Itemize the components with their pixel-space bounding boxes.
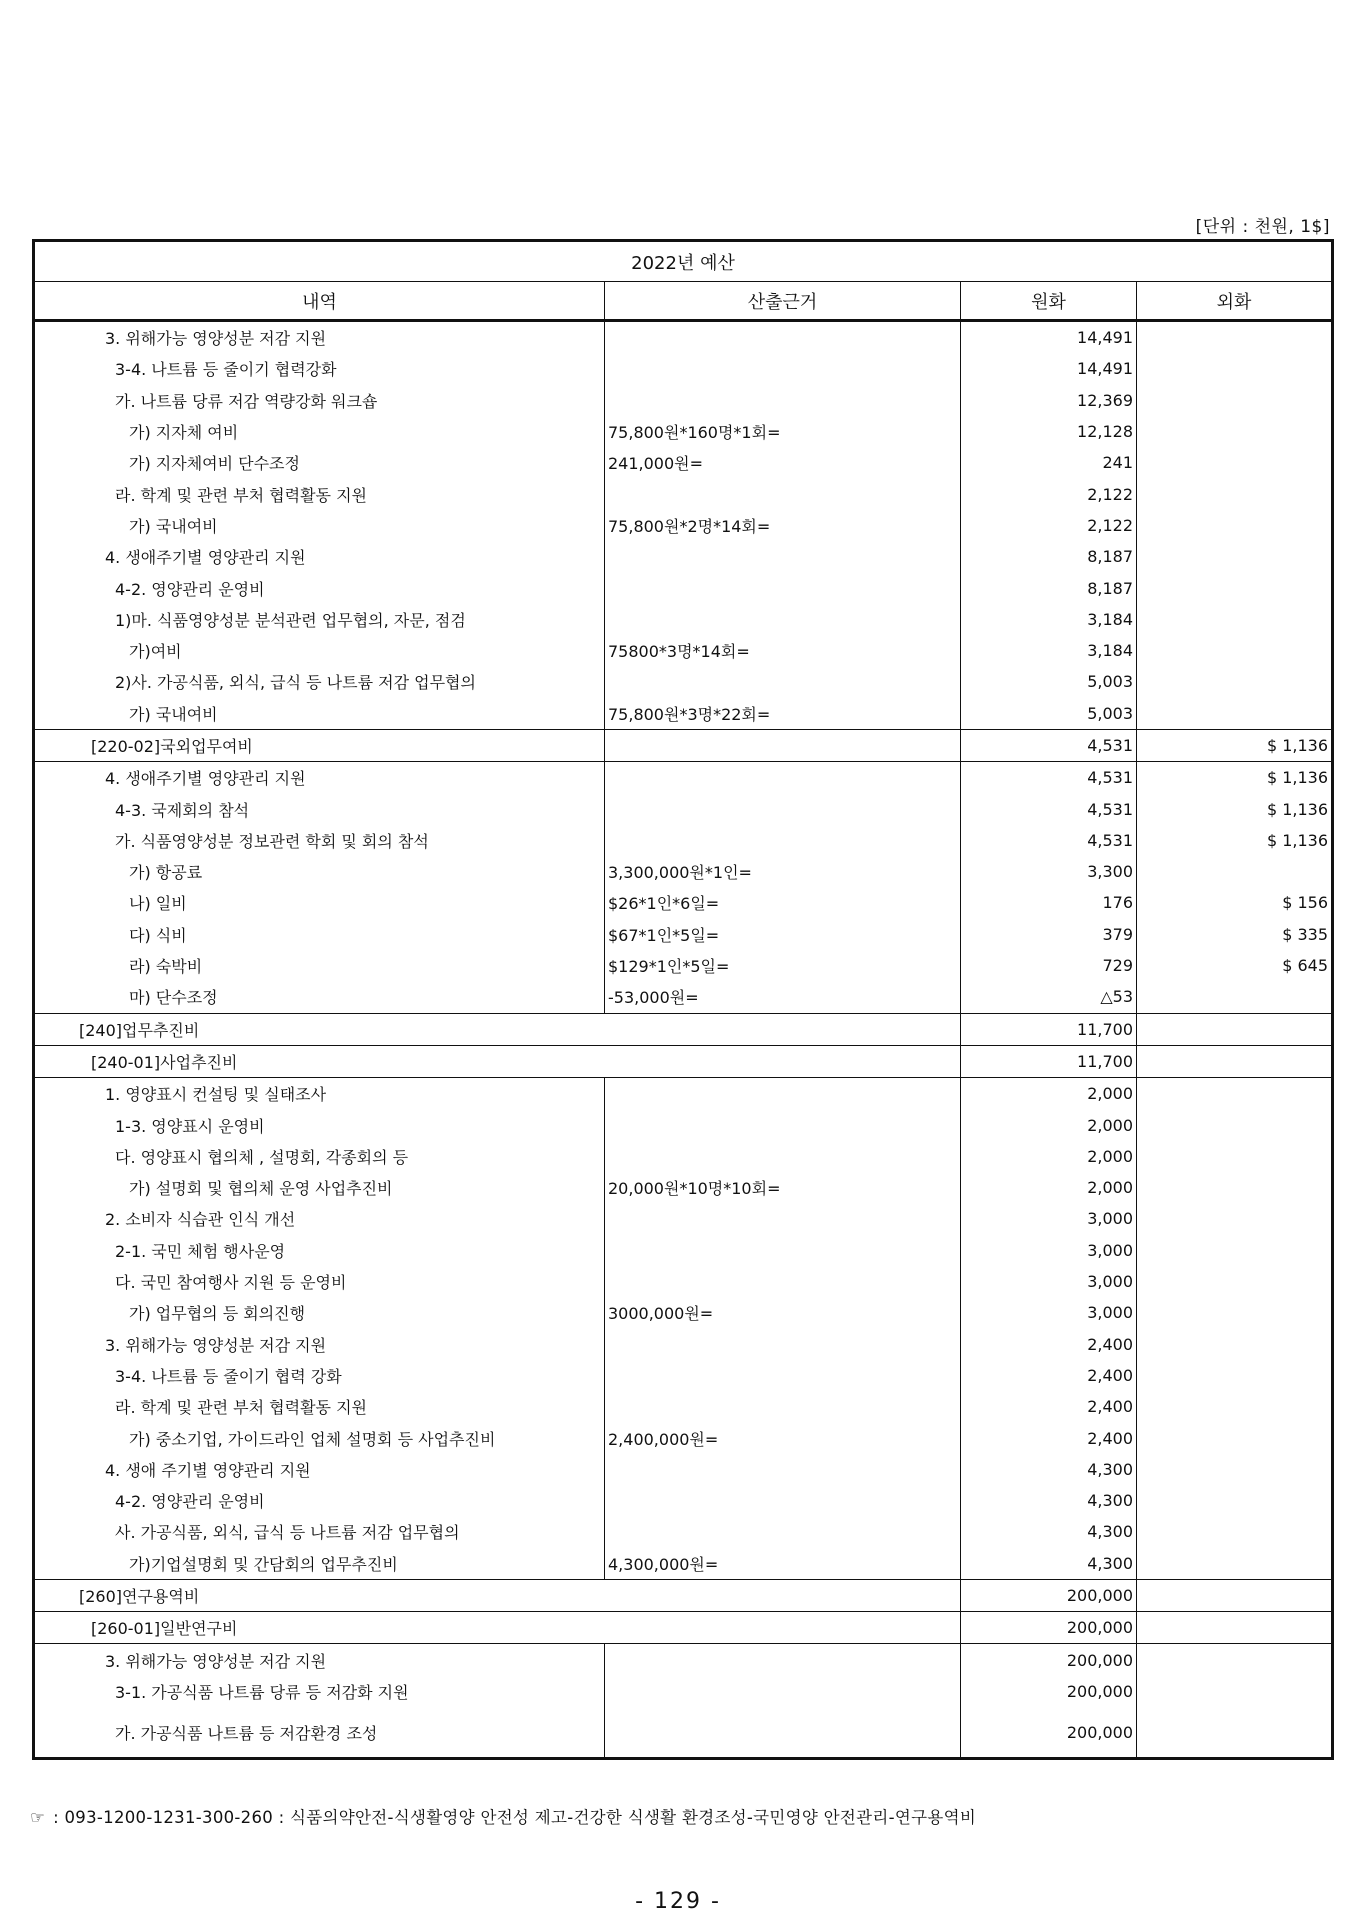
amount-krw: 5,003 (961, 698, 1137, 730)
amount-krw: 4,300 (961, 1454, 1137, 1485)
table-row (34, 1203, 1333, 1234)
item-name: 가) 지자체 여비 (34, 416, 605, 447)
item-name: 가. 나트륨 당류 저감 역량강화 워크숍 (34, 385, 605, 416)
amount-foreign (1137, 1013, 1333, 1045)
table-row (34, 353, 1333, 384)
amount-foreign (1137, 447, 1333, 478)
amount-foreign: $ 645 (1137, 950, 1333, 981)
pointing-hand-icon: ☞ (30, 1808, 46, 1827)
amount-foreign (1137, 1454, 1333, 1485)
table-row (34, 510, 1333, 541)
table-row (34, 1045, 1333, 1077)
calculation-basis (605, 1707, 961, 1759)
table-row (34, 1454, 1333, 1485)
table-row (34, 1235, 1333, 1266)
amount-foreign: $ 1,136 (1137, 825, 1333, 856)
amount-foreign (1137, 321, 1333, 354)
amount-krw: 12,369 (961, 385, 1137, 416)
table-row (34, 1516, 1333, 1547)
item-name: 가) 중소기업, 가이드라인 업체 설명회 등 사업추진비 (34, 1422, 605, 1453)
amount-krw: 729 (961, 950, 1137, 981)
table-row (34, 1266, 1333, 1297)
column-header-krw: 원화 (961, 282, 1137, 321)
amount-foreign (1137, 1266, 1333, 1297)
amount-krw: 2,122 (961, 478, 1137, 509)
amount-krw: 200,000 (961, 1707, 1137, 1759)
amount-foreign (1137, 666, 1333, 697)
table-row (34, 981, 1333, 1013)
amount-foreign (1137, 1109, 1333, 1140)
calculation-basis: $26*1인*6일= (605, 887, 961, 918)
table-row (34, 666, 1333, 697)
amount-krw: 4,531 (961, 793, 1137, 824)
calculation-basis (605, 729, 961, 761)
table-row (34, 698, 1333, 730)
budget-table (32, 239, 1334, 1760)
amount-foreign (1137, 1078, 1333, 1110)
amount-foreign (1137, 856, 1333, 887)
table-title: 2022년 예산 (34, 241, 1333, 282)
unit-note: [단위 : 천원, 1$] (1195, 217, 1330, 237)
amount-krw: 2,400 (961, 1391, 1137, 1422)
amount-foreign (1137, 1045, 1333, 1077)
table-row (34, 856, 1333, 887)
table-row (34, 478, 1333, 509)
amount-foreign (1137, 1612, 1333, 1644)
amount-krw: 11,700 (961, 1045, 1137, 1077)
calculation-basis: 75,800원*3명*22회= (605, 698, 961, 730)
calculation-basis (605, 762, 961, 794)
amount-krw: 4,531 (961, 825, 1137, 856)
amount-krw: 2,000 (961, 1078, 1137, 1110)
amount-krw: 2,400 (961, 1360, 1137, 1391)
amount-foreign: $ 1,136 (1137, 762, 1333, 794)
item-name: [240]업무추진비 (34, 1013, 961, 1045)
item-name: [240-01]사업추진비 (34, 1045, 961, 1077)
calculation-basis (605, 1329, 961, 1360)
amount-krw: 4,300 (961, 1485, 1137, 1516)
item-name: 가. 가공식품 나트륨 등 저감환경 조성 (34, 1707, 605, 1759)
calculation-basis: 20,000원*10명*10회= (605, 1172, 961, 1203)
amount-krw: 14,491 (961, 353, 1137, 384)
item-name: 가) 지자체여비 단수조정 (34, 447, 605, 478)
calculation-basis (605, 1516, 961, 1547)
table-row (34, 1109, 1333, 1140)
table-row (34, 887, 1333, 918)
item-name: 라. 학계 및 관련 부처 협력활동 지원 (34, 478, 605, 509)
item-name: 사. 가공식품, 외식, 급식 등 나트륨 저감 업무협의 (34, 1516, 605, 1547)
item-name: 가) 설명회 및 협의체 운영 사업추진비 (34, 1172, 605, 1203)
amount-foreign (1137, 1329, 1333, 1360)
calculation-basis (605, 1360, 961, 1391)
item-name: 가)여비 (34, 635, 605, 666)
table-row (34, 1297, 1333, 1328)
column-header-basis: 산출근거 (605, 282, 961, 321)
item-name: 3-4. 나트륨 등 줄이기 협력 강화 (34, 1360, 605, 1391)
calculation-basis: 75,800원*2명*14회= (605, 510, 961, 541)
item-name: [260]연구용역비 (34, 1579, 961, 1611)
calculation-basis (605, 321, 961, 354)
amount-krw: 8,187 (961, 541, 1137, 572)
calculation-basis (605, 353, 961, 384)
table-row (34, 447, 1333, 478)
amount-foreign (1137, 510, 1333, 541)
amount-foreign (1137, 1360, 1333, 1391)
item-name: 4-2. 영양관리 운영비 (34, 1485, 605, 1516)
table-body (34, 321, 1333, 1759)
item-name: 라. 학계 및 관련 부처 협력활동 지원 (34, 1391, 605, 1422)
table-row (34, 541, 1333, 572)
amount-krw: 200,000 (961, 1676, 1137, 1707)
calculation-basis (605, 385, 961, 416)
item-name: 가) 업무협의 등 회의진행 (34, 1297, 605, 1328)
amount-krw: 241 (961, 447, 1137, 478)
amount-krw: 2,400 (961, 1422, 1137, 1453)
amount-foreign (1137, 1644, 1333, 1676)
table-row (34, 793, 1333, 824)
amount-foreign (1137, 1676, 1333, 1707)
amount-krw: 379 (961, 919, 1137, 950)
item-name: 1. 영양표시 컨설팅 및 실태조사 (34, 1078, 605, 1110)
calculation-basis (605, 1266, 961, 1297)
calculation-basis: $67*1인*5일= (605, 919, 961, 950)
amount-krw: 3,000 (961, 1266, 1137, 1297)
table-row (34, 1172, 1333, 1203)
calculation-basis (605, 604, 961, 635)
amount-krw: 14,491 (961, 321, 1137, 354)
amount-foreign (1137, 541, 1333, 572)
table-row (34, 1078, 1333, 1110)
item-name: 2)사. 가공식품, 외식, 급식 등 나트륨 저감 업무협의 (34, 666, 605, 697)
item-name: 2. 소비자 식습관 인식 개선 (34, 1203, 605, 1234)
table-row (34, 1329, 1333, 1360)
table-row (34, 385, 1333, 416)
amount-foreign (1137, 1548, 1333, 1580)
amount-krw: 12,128 (961, 416, 1137, 447)
amount-foreign: $ 335 (1137, 919, 1333, 950)
amount-krw: 176 (961, 887, 1137, 918)
calculation-basis (605, 1141, 961, 1172)
calculation-basis (605, 825, 961, 856)
amount-krw: 8,187 (961, 572, 1137, 603)
calculation-basis (605, 666, 961, 697)
item-name: 다) 식비 (34, 919, 605, 950)
calculation-basis (605, 1644, 961, 1676)
calculation-basis: 3000,000원= (605, 1297, 961, 1328)
amount-krw: 4,300 (961, 1548, 1137, 1580)
table-row (34, 572, 1333, 603)
amount-foreign (1137, 1297, 1333, 1328)
table-row (34, 1644, 1333, 1676)
amount-krw: 3,000 (961, 1297, 1137, 1328)
item-name: 가) 국내여비 (34, 698, 605, 730)
item-name: [260-01]일반연구비 (34, 1612, 961, 1644)
calculation-basis (605, 1391, 961, 1422)
amount-foreign (1137, 572, 1333, 603)
calculation-basis (605, 1676, 961, 1707)
amount-foreign (1137, 478, 1333, 509)
amount-krw: 4,531 (961, 729, 1137, 761)
item-name: 다. 국민 참여행사 지원 등 운영비 (34, 1266, 605, 1297)
table-row (34, 1485, 1333, 1516)
calculation-basis (605, 793, 961, 824)
amount-krw: 2,000 (961, 1172, 1137, 1203)
budget-table-container (32, 239, 1331, 1760)
item-name: 가)기업설명회 및 간담회의 업무추진비 (34, 1548, 605, 1580)
table-row (34, 762, 1333, 794)
item-name: 다. 영양표시 협의체 , 설명회, 각종회의 등 (34, 1141, 605, 1172)
table-row (34, 1013, 1333, 1045)
item-name: [220-02]국외업무여비 (34, 729, 605, 761)
amount-krw: 2,122 (961, 510, 1137, 541)
amount-krw: 11,700 (961, 1013, 1137, 1045)
table-row (34, 1360, 1333, 1391)
page-number: - 129 - (635, 1889, 721, 1914)
table-row (34, 1579, 1333, 1611)
item-name: 3. 위해가능 영양성분 저감 지원 (34, 321, 605, 354)
calculation-basis: -53,000원= (605, 981, 961, 1013)
amount-krw: 200,000 (961, 1579, 1137, 1611)
table-row (34, 1676, 1333, 1707)
calculation-basis: 3,300,000원*1인= (605, 856, 961, 887)
amount-foreign: $ 156 (1137, 887, 1333, 918)
item-name: 가. 식품영양성분 정보관련 학회 및 회의 참석 (34, 825, 605, 856)
amount-foreign (1137, 1579, 1333, 1611)
calculation-basis (605, 1203, 961, 1234)
amount-foreign: $ 1,136 (1137, 793, 1333, 824)
item-name: 1)마. 식품영양성분 분석관련 업무협의, 자문, 점검 (34, 604, 605, 635)
item-name: 마) 단수조정 (34, 981, 605, 1013)
amount-foreign (1137, 604, 1333, 635)
calculation-basis: 4,300,000원= (605, 1548, 961, 1580)
amount-krw: 2,400 (961, 1329, 1137, 1360)
amount-foreign (1137, 1172, 1333, 1203)
table-row (34, 1707, 1333, 1759)
table-row (34, 1612, 1333, 1644)
amount-foreign (1137, 635, 1333, 666)
table-row (34, 919, 1333, 950)
table-row (34, 729, 1333, 761)
item-name: 2-1. 국민 체험 행사운영 (34, 1235, 605, 1266)
table-row (34, 1422, 1333, 1453)
amount-krw: 2,000 (961, 1109, 1137, 1140)
amount-foreign (1137, 1235, 1333, 1266)
amount-foreign (1137, 416, 1333, 447)
amount-krw: 4,531 (961, 762, 1137, 794)
calculation-basis (605, 1454, 961, 1485)
calculation-basis: 75,800원*160명*1회= (605, 416, 961, 447)
amount-krw: 5,003 (961, 666, 1137, 697)
amount-foreign (1137, 1141, 1333, 1172)
item-name: 3. 위해가능 영양성분 저감 지원 (34, 1329, 605, 1360)
amount-foreign (1137, 1707, 1333, 1759)
calculation-basis: 2,400,000원= (605, 1422, 961, 1453)
item-name: 3. 위해가능 영양성분 저감 지원 (34, 1644, 605, 1676)
table-row (34, 950, 1333, 981)
item-name: 4-3. 국제회의 참석 (34, 793, 605, 824)
calculation-basis (605, 1235, 961, 1266)
item-name: 4. 생애주기별 영양관리 지원 (34, 541, 605, 572)
amount-foreign (1137, 981, 1333, 1013)
calculation-basis (605, 478, 961, 509)
item-name: 나) 일비 (34, 887, 605, 918)
item-name: 라) 숙박비 (34, 950, 605, 981)
item-name: 가) 항공료 (34, 856, 605, 887)
table-row (34, 1141, 1333, 1172)
amount-foreign (1137, 698, 1333, 730)
amount-krw: 3,300 (961, 856, 1137, 887)
amount-foreign (1137, 385, 1333, 416)
table-row (34, 604, 1333, 635)
table-row (34, 825, 1333, 856)
table-row (34, 635, 1333, 666)
amount-foreign (1137, 353, 1333, 384)
amount-krw: 200,000 (961, 1644, 1137, 1676)
item-name: 3-4. 나트륨 등 줄이기 협력강화 (34, 353, 605, 384)
amount-krw: △53 (961, 981, 1137, 1013)
amount-krw: 4,300 (961, 1516, 1137, 1547)
calculation-basis (605, 572, 961, 603)
table-row (34, 1548, 1333, 1580)
calculation-basis (605, 1485, 961, 1516)
item-name: 3-1. 가공식품 나트륨 당류 등 저감화 지원 (34, 1676, 605, 1707)
amount-foreign (1137, 1203, 1333, 1234)
column-header-foreign: 외화 (1137, 282, 1333, 321)
footnote-text: : 093-1200-1231-300-260 : 식품의약안전-식생활영양 안전성 제고-건강한 식생활 환경조성-국민영양 안전관리-연구용역비 (53, 1808, 977, 1827)
amount-foreign: $ 1,136 (1137, 729, 1333, 761)
column-header-item: 내역 (34, 282, 605, 321)
item-name: 4. 생애주기별 영양관리 지원 (34, 762, 605, 794)
calculation-basis: 75800*3명*14회= (605, 635, 961, 666)
amount-foreign (1137, 1422, 1333, 1453)
table-row (34, 1391, 1333, 1422)
item-name: 가) 국내여비 (34, 510, 605, 541)
item-name: 1-3. 영양표시 운영비 (34, 1109, 605, 1140)
amount-krw: 200,000 (961, 1612, 1137, 1644)
calculation-basis: 241,000원= (605, 447, 961, 478)
amount-krw: 3,184 (961, 635, 1137, 666)
amount-krw: 3,000 (961, 1203, 1137, 1234)
amount-krw: 2,000 (961, 1141, 1137, 1172)
calculation-basis (605, 541, 961, 572)
item-name: 4. 생애 주기별 영양관리 지원 (34, 1454, 605, 1485)
item-name: 4-2. 영양관리 운영비 (34, 572, 605, 603)
calculation-basis (605, 1078, 961, 1110)
amount-foreign (1137, 1516, 1333, 1547)
calculation-basis (605, 1109, 961, 1140)
amount-foreign (1137, 1485, 1333, 1516)
table-row (34, 416, 1333, 447)
amount-foreign (1137, 1391, 1333, 1422)
table-row (34, 321, 1333, 354)
footnote (30, 1804, 976, 1828)
calculation-basis: $129*1인*5일= (605, 950, 961, 981)
amount-krw: 3,184 (961, 604, 1137, 635)
amount-krw: 3,000 (961, 1235, 1137, 1266)
